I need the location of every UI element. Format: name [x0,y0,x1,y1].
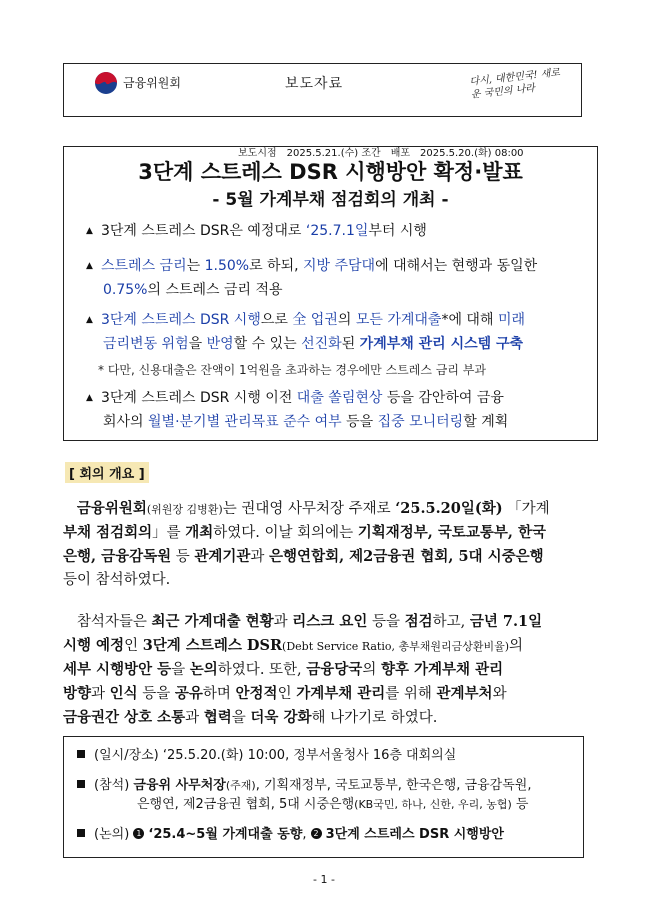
document-type: 보도자료 [285,76,344,92]
distribution-label: 배포 [390,148,411,159]
triangle-bullet-icon: ▲ [86,393,93,403]
bullet-4: ▲ 3단계 스트레스 DSR 시행 이전 대출 쏠림현상 등을 감안하여 금융 회사의 월별·분기별 관리목표 준수 여부 등을 집중 모니터링할 계획 [86,386,586,434]
release-time-value: 2025.5.21.(수) 조간 [286,148,381,159]
bullet-3: ▲ 3단계 스트레스 DSR 시행으로 全 업권의 모든 가계대출*에 대해 미래 금리변동 위험을 반영할 수 있는 선진화된 가계부채 관리 시스템 구축 [86,308,586,356]
info-item-datetime: (일시/장소) ‘25.5.20.(화) 10:00, 정부서울청사 16층 대회의실 [77,746,577,765]
square-bullet-icon [77,750,85,758]
org-name: 금융위원회 [123,76,181,90]
page-subtitle: - 5월 가계부채 점검회의 개최 - [212,190,449,210]
release-time-label: 보도시점 [238,148,277,159]
section-heading: [ 회의 개요 ] [65,462,149,483]
paragraph-2: 참석자들은 최근 가계대출 현황과 리스크 요인 등을 점검하고, 금년 7.1일 시행 예정인 3단계 스트레스 DSR(Debt Service Ratio, 총부채원리금상환비율)의 세부 시행방안 등을 논의하였다. 또한, 금융당국의 향후 가계부채 관리 방향과 인식 등을 공유하며 안정적인 가계부채 관리를 위해 관계부처와 금융권간 상호 소통과 협력을 더욱 강화해 나가기로 하였다. [63,613,543,726]
triangle-bullet-icon: ▲ [86,226,93,236]
page-title: 3단계 스트레스 DSR 시행방안 확정·발표 [138,160,523,184]
info-item-attendees: (참석) 금융위 사무처장(주재), 기획재정부, 국토교통부, 한국은행, 금융감독원, 은행연, 제2금융권 협회, 5대 시중은행(KB국민, 하나, 신한, 우리, 농협) 등 [77,776,577,814]
info-item-agenda: (논의) 1 ‘25.4~5월 가계대출 동향, 2 3단계 스트레스 DSR 시행방안 [77,825,577,844]
paragraph-1: 금융위원회(위원장 김병환)는 권대영 사무처장 주재로 ‘25.5.20일(화) 「가계 부채 점검회의」를 개최하였다. 이날 회의에는 기획재정부, 국토교통부, 한국 은행, 금융감독원 등 관계기관과 은행연합회, 제2금융권 협회, 5대 시중은행 등이 참석하였다. [63,500,550,588]
square-bullet-icon [77,780,85,788]
distribution-value: 2025.5.20.(화) 08:00 [420,148,524,159]
triangle-bullet-icon: ▲ [86,261,93,271]
page-number: - 1 - [313,873,335,886]
bullet-2: ▲ 스트레스 금리는 1.50%로 하되, 지방 주담대에 대해서는 현행과 동일한 0.75%의 스트레스 금리 적용 [86,254,586,302]
triangle-bullet-icon: ▲ [86,315,93,325]
government-logo-icon [94,71,118,95]
circled-number-2-icon: 2 [311,828,322,839]
square-bullet-icon [77,829,85,837]
bullet-1: ▲ 3단계 스트레스 DSR은 예정대로 ‘25.7.1일부터 시행 [86,219,586,243]
footnote: * 다만, 신용대출은 잔액이 1억원을 초과하는 경우에만 스트레스 금리 부과 [98,363,486,377]
circled-number-1-icon: 1 [133,828,144,839]
slogan-logo: 다시, 대한민국! 새로운 국민의 나라 [468,67,561,101]
